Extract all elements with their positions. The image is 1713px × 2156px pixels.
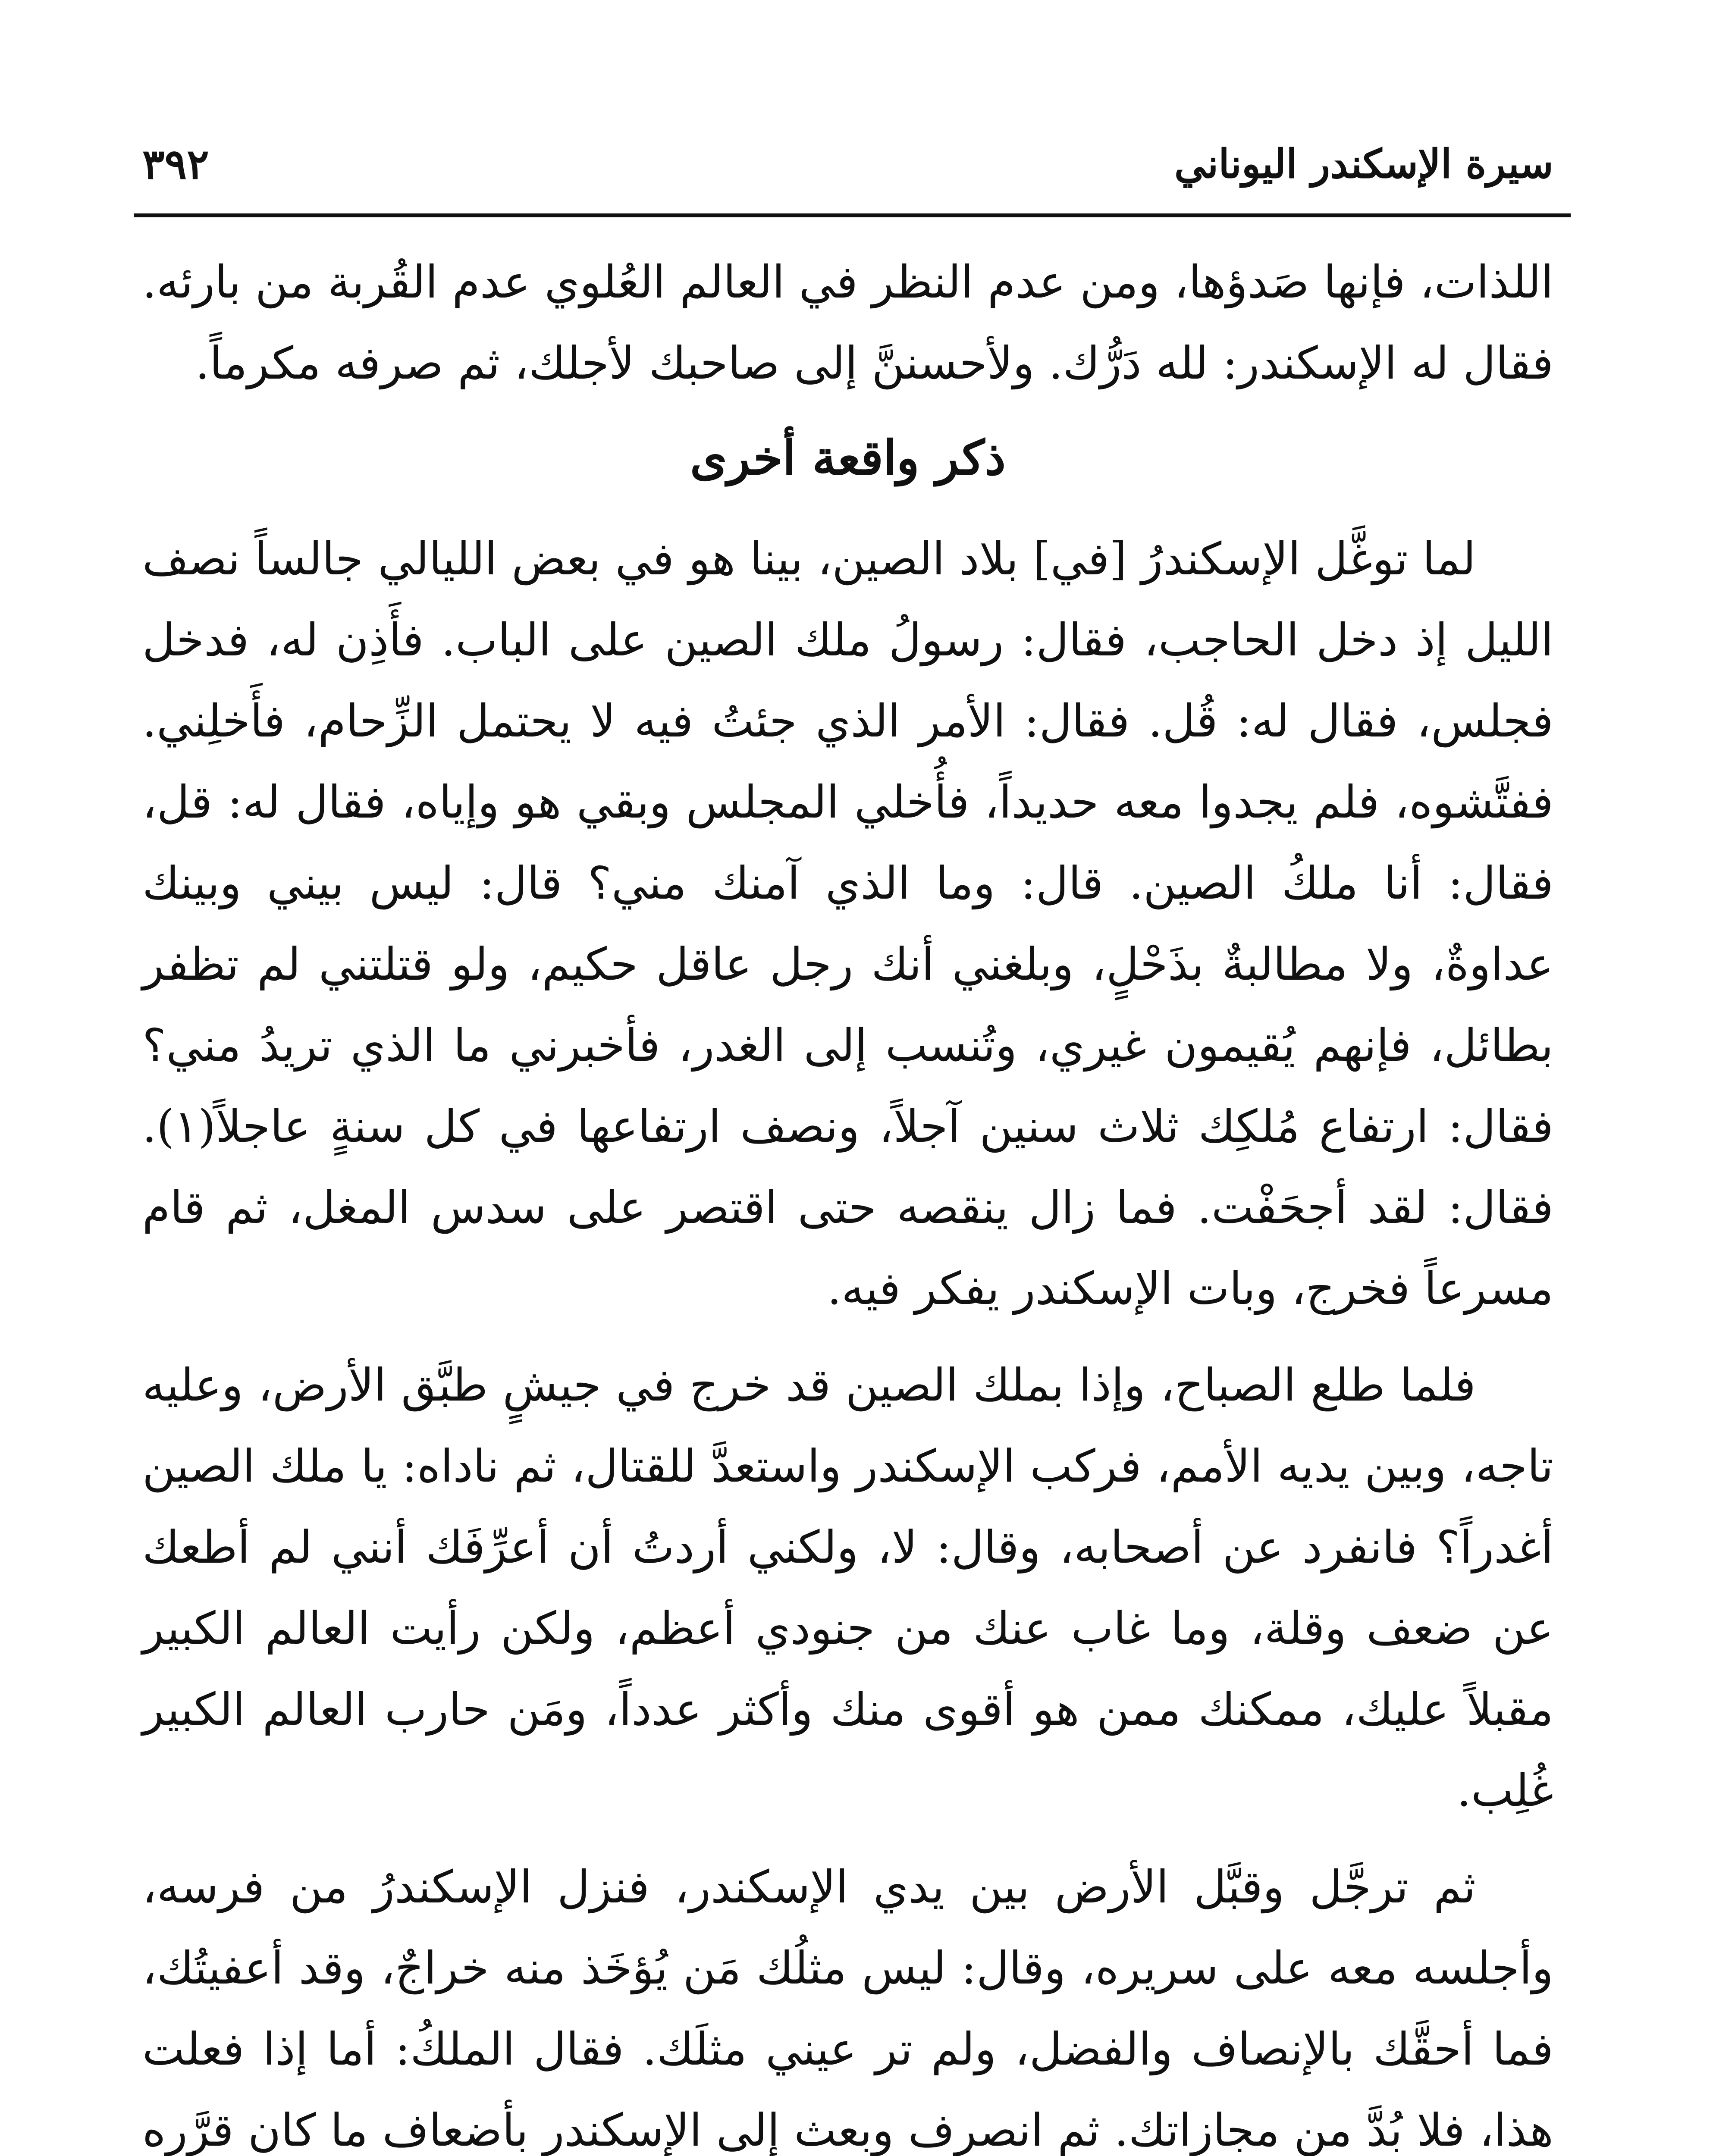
paragraph-reconciliation: ثم ترجَّل وقبَّل الأرض بين يدي الإسكندر، فنزل الإسكندرُ من فرسه، وأجلسه معه على سريره، وقال: ليس مثلُك مَن يُؤخَذ منه خراجٌ، وقد أعفيتُك، فما أحقَّك بالإنصاف والفضل، ولم تر عيني مثلَك. فقال الملكُ: أما إذا فعلت هذا، فلا بُدَّ من مجازاتك. ثم انصرف وبعث إلى الإسكندر بأضعاف ما كان قرَّره — [142, 1861, 1553, 2156]
paragraph-chinese-king-visit: لما توغَّل الإسكندرُ [في] بلاد الصين، بينا هو في بعض الليالي جالساً نصف الليل إذ دخل الحاجب، فقال: رسولُ ملك الصين على الباب. فأَذِن له، فدخل فجلس، فقال له: قُل. فقال: الأمر الذي جئتُ فيه لا يحتمل الزِّحام، فأَخلِني. ففتَّشوه، فلم يجدوا معه حديداً، فأُخلي المجلس وبقي هو وإياه، فقال له: قل، فقال: أنا ملكُ الصين. قال: وما الذي آمنك مني؟ قال: ليس بيني وبينك عداوةٌ، ولا مطالبةٌ بذَحْلٍ، وبلغني أنك رجل عاقل حكيم، ولو قتلتني لم تظفر بطائل، فإنهم يُقيمون غيري، وتُنسب إلى الغدر، فأخبرني ما الذي تريدُ مني؟ فقال: ارتفاع مُلكِك ثلاث سنين آجلاً، ونصف ارتفاعها في كل سنةٍ عاجلاً(١). فقال: لقد أجحَفْت. فما زال ينقصه حتى اقتصر على سدس المغل، ثم قام مسرعاً فخرج، وبات الإسكندر يفكر فيه. — [142, 533, 1554, 1315]
running-header — [142, 129, 1553, 198]
page-number: ٣٩٢ — [142, 139, 209, 188]
running-title: سيرة الإسكندر اليوناني — [1174, 141, 1553, 187]
main-text — [142, 241, 1553, 2156]
header-rule — [134, 213, 1571, 217]
section-heading: ذكر واقعة أخرى — [690, 430, 1006, 486]
paragraph-morning-army: فلما طلع الصباح، وإذا بملك الصين قد خرج في جيشٍ طبَّق الأرض، وعليه تاجه، وبين يديه الأمم، فركب الإسكندر واستعدَّ للقتال، ثم ناداه: يا ملك الصين أغدراً؟ فانفرد عن أصحابه، وقال: لا، ولكني أردتُ أن أعرِّفَك أنني لم أطعك عن ضعف وقلة، وما غاب عنك من جنودي أعظم، ولكن رأيت العالم الكبير مقبلاً عليك، ممكنك ممن هو أقوى منك وأكثر عدداً، ومَن حارب العالم الكبير غُلِب. — [142, 1359, 1553, 1817]
paragraph-continuation: اللذات، فإنها صَدؤها، ومن عدم النظر في العالم العُلوي عدم القُربة من بارئه. فقال له الإسكندر: لله دَرُّك. ولأحسننَّ إلى صاحبك لأجلك، ثم صرفه مكرماً. — [142, 256, 1553, 389]
